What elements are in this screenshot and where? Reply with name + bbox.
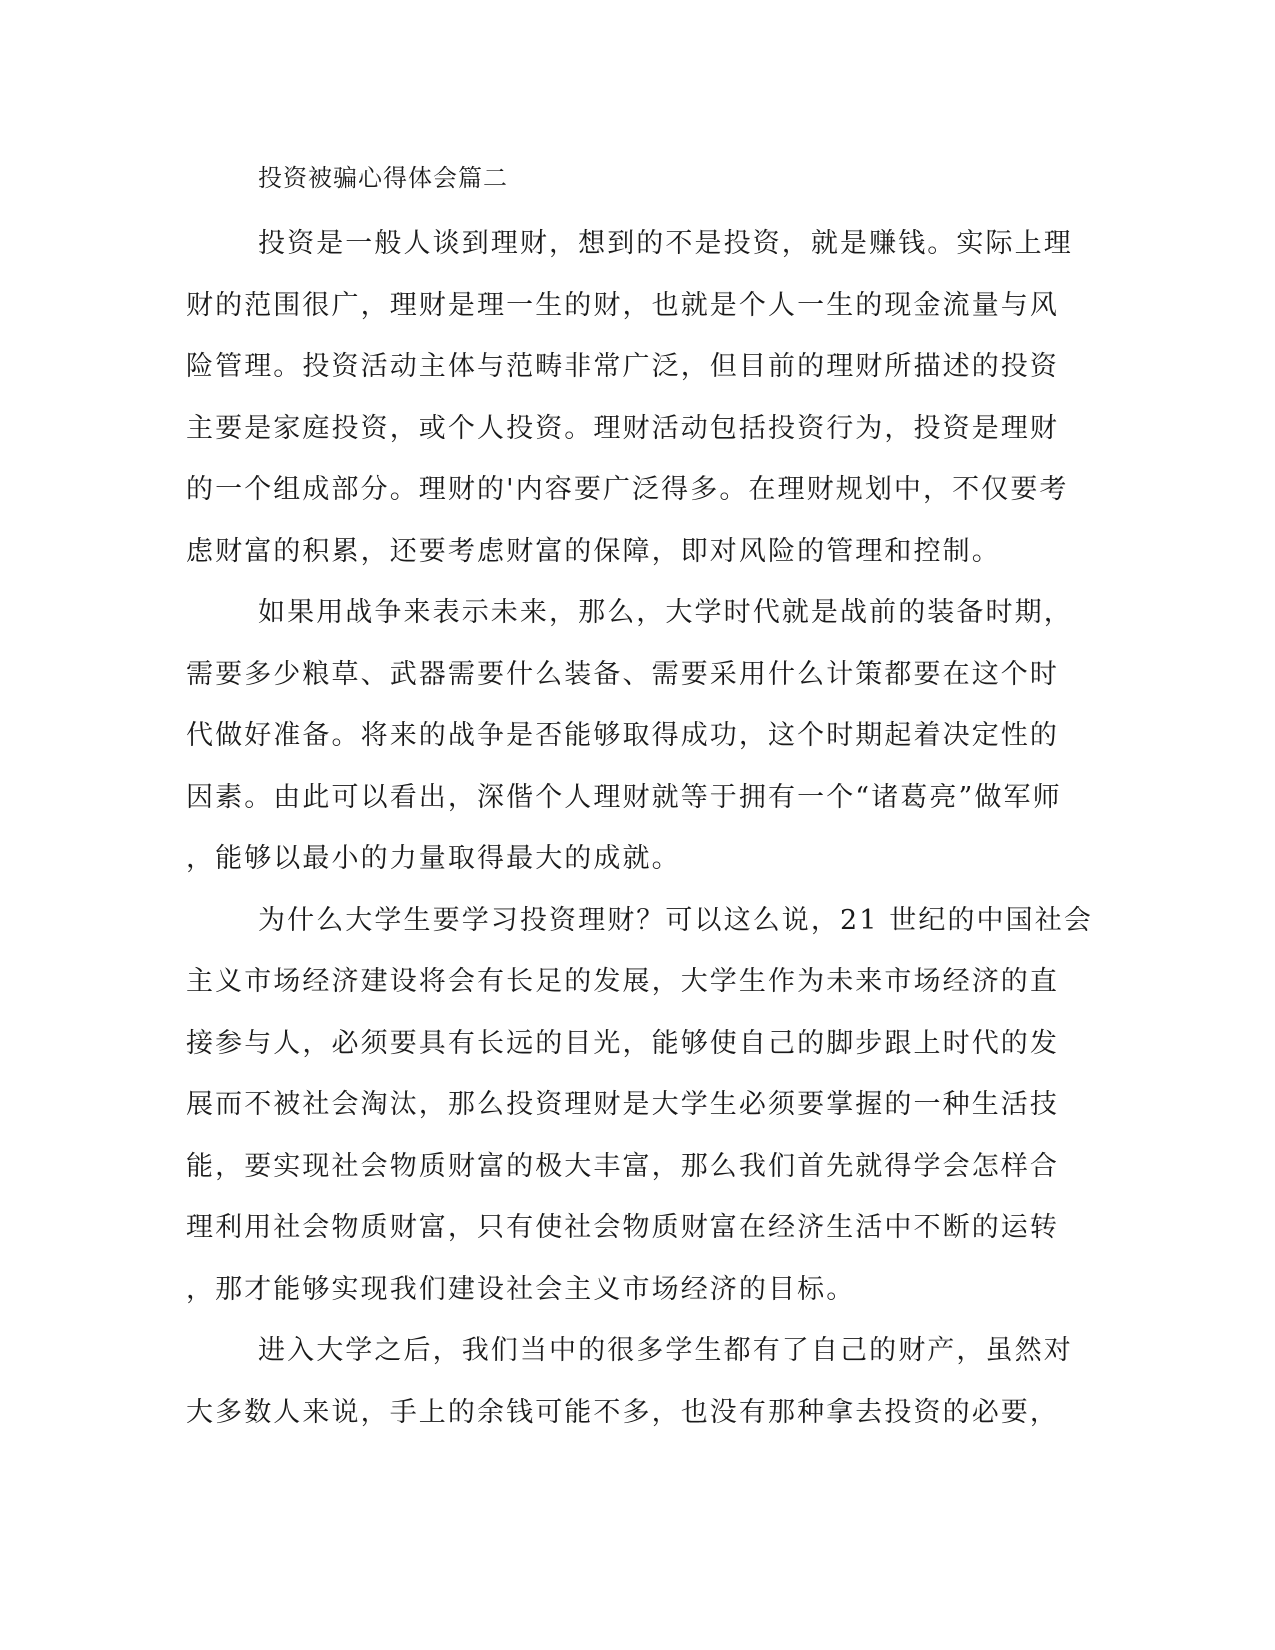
paragraph-line: 需要多少粮草、武器需要什么装备、需要采用什么计策都要在这个时 — [186, 658, 1059, 690]
paragraph-line: 代做好准备。将来的战争是否能够取得成功，这个时期起着决定性的 — [186, 720, 1059, 751]
paragraph-line: 如果用战争来表示未来，那么，大学时代就是战前的装备时期， — [258, 597, 1073, 628]
paragraph-line: ，那才能够实现我们建设社会主义市场经济的目标。 — [186, 1273, 856, 1305]
paragraph-line: 因素。由此可以看出，深偕个人理财就等于拥有一个“诸葛亮”做军师 — [186, 781, 1062, 813]
paragraph-line: 进入大学之后，我们当中的很多学生都有了自己的财产，虽然对 — [258, 1335, 1073, 1366]
paragraph-4 — [186, 1320, 1086, 1443]
paragraph-line: 为什么大学生要学习投资理财？可以这么说，21 世纪的中国社会 — [258, 904, 1093, 936]
paragraph-line: 财的范围很广，理财是理一生的财，也就是个人一生的现金流量与风 — [186, 289, 1059, 321]
paragraph-line: 险管理。投资活动主体与范畴非常广泛，但目前的理财所描述的投资 — [186, 351, 1059, 382]
paragraph-line: 能，要实现社会物质财富的极大丰富，那么我们首先就得学会怎样合 — [186, 1150, 1059, 1182]
paragraph-line: ，能够以最小的力量取得最大的成就。 — [186, 843, 681, 874]
paragraph-line: 接参与人，必须要具有长远的目光，能够使自己的脚步跟上时代的发 — [186, 1027, 1059, 1059]
paragraph-line: 理利用社会物质财富，只有使社会物质财富在经济生活中不断的运转 — [186, 1212, 1059, 1243]
paragraph-line: 主义市场经济建设将会有长足的发展，大学生作为未来市场经济的直 — [186, 966, 1059, 997]
paragraph-3 — [186, 890, 1093, 1321]
paragraph-line: 主要是家庭投资，或个人投资。理财活动包括投资行为，投资是理财 — [186, 412, 1059, 444]
paragraph-line: 大多数人来说，手上的余钱可能不多，也没有那种拿去投资的必要， — [186, 1396, 1059, 1428]
paragraph-line: 投资是一般人谈到理财，想到的不是投资，就是赚钱。实际上理 — [258, 228, 1073, 259]
document-body — [186, 163, 1093, 1443]
paragraph-line: 的一个组成部分。理财的'内容要广泛得多。在理财规划中，不仅要考 — [186, 474, 1069, 505]
paragraph-line: 展而不被社会淘汰，那么投资理财是大学生必须要掌握的一种生活技 — [186, 1089, 1059, 1120]
paragraph-line: 虑财富的积累，还要考虑财富的保障，即对风险的管理和控制。 — [186, 535, 1001, 567]
paragraph-1 — [186, 213, 1086, 582]
paragraph-2 — [186, 582, 1086, 890]
document-title: 投资被骗心得体会篇二 — [258, 164, 508, 192]
